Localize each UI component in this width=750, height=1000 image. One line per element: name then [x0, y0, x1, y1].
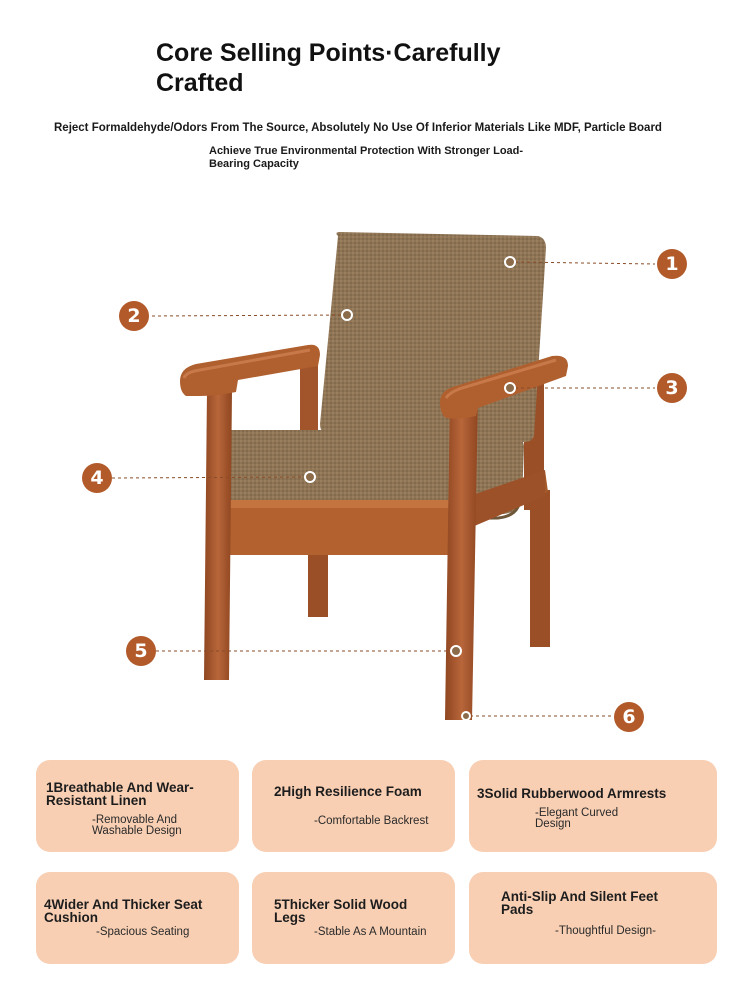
callout-badge-2: 2 [119, 301, 149, 331]
feature-subtitle: -Elegant Curved Design [535, 807, 619, 830]
feature-title: 5Thicker Solid Wood Legs [274, 897, 408, 925]
callout-badge-1: 1 [657, 249, 687, 279]
subtitle-environment: Achieve True Environmental Protection With Stronger Load-Bearing Capacity [209, 145, 524, 170]
callout-dot-5 [451, 646, 461, 656]
seat-front-rail [218, 500, 458, 555]
callout-badge-5: 5 [126, 636, 156, 666]
front-right-leg [445, 395, 478, 720]
subtitle-materials: Reject Formaldehyde/Odors From The Source, Absolutely No Use Of Inferior Materials Like MDF, Particle Board [54, 122, 662, 134]
callout-badge-4: 4 [82, 463, 112, 493]
feature-title: 3Solid Rubberwood Armrests [477, 786, 667, 801]
feature-card-linen [36, 760, 239, 852]
feature-card-seat [36, 872, 239, 964]
feature-card-foam [252, 760, 455, 852]
feature-subtitle: -Spacious Seating [96, 926, 190, 938]
feature-card-legs [252, 872, 455, 964]
feature-subtitle: -Comfortable Backrest [314, 815, 429, 827]
feature-subtitle: -Stable As A Mountain [314, 926, 427, 938]
feature-card-armrests [469, 760, 717, 852]
callout-dot-3 [505, 383, 515, 393]
feature-subtitle: -Thoughtful Design- [555, 925, 656, 937]
page-title: Core Selling Points·Carefully Crafted [156, 39, 501, 97]
callout-dot-4 [305, 472, 315, 482]
callout-badge-6: 6 [614, 702, 644, 732]
feature-title: 1Breathable And Wear-Resistant Linen [46, 780, 194, 808]
feature-title: 4Wider And Thicker Seat Cushion [44, 897, 203, 925]
callout-badge-3: 3 [657, 373, 687, 403]
callout-dot-2 [342, 310, 352, 320]
front-left-leg [204, 390, 232, 680]
feature-title: Anti-Slip And Silent Feet Pads [501, 889, 658, 917]
callout-dot-1 [505, 257, 515, 267]
feature-title: 2High Resilience Foam [274, 784, 422, 799]
feature-card-feet-pads [469, 872, 717, 964]
callout-dot-6 [462, 712, 470, 720]
feature-subtitle: -Removable And Washable Design [92, 814, 182, 837]
back-right-leg [530, 490, 550, 647]
